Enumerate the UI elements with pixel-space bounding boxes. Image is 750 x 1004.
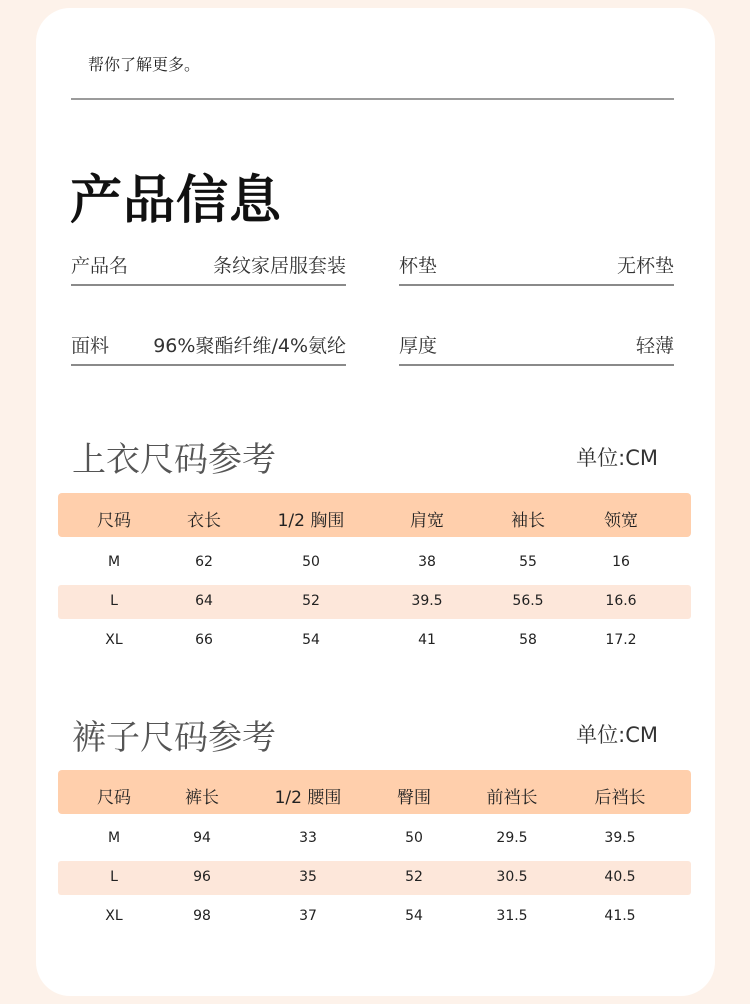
pants-table-cell: 29.5 [496,830,528,846]
top-table-cell: XL [105,632,123,648]
top-table-unit: 单位:CM [576,446,658,470]
pants-table-cell: 33 [299,830,317,846]
pants-header-cell: 裤长 [185,788,219,808]
pants-table-cell: 52 [405,869,423,885]
pants-table-unit: 单位:CM [576,723,658,747]
top-header-cell: 领宽 [604,511,638,531]
top-header-cell: 尺码 [97,511,131,531]
pants-table-cell: 40.5 [604,869,636,885]
top-table-cell: 41 [418,632,436,648]
top-header-cell: 1/2 胸围 [277,511,345,531]
top-header-cell: 袖长 [511,511,545,531]
top-table-cell: 62 [195,554,213,570]
top-header-cell: 衣长 [187,511,221,531]
top-table-cell: 39.5 [411,593,443,609]
top-table-cell: 55 [519,554,537,570]
top-table-cell: 66 [195,632,213,648]
pants-header-cell: 1/2 腰围 [274,788,342,808]
divider [71,98,674,100]
pants-table-cell: 94 [193,830,211,846]
top-table-cell: M [107,554,121,570]
info-label: 产品名 [71,254,129,277]
pants-table-cell: 30.5 [496,869,528,885]
info-field-thickness [399,324,674,366]
info-value: 无杯垫 [616,254,674,277]
pants-table-cell: 31.5 [496,908,528,924]
pants-table-cell: M [107,830,121,846]
pants-table-cell: 35 [299,869,317,885]
intro-text: 帮你了解更多。 [88,55,201,74]
pants-table-cell: 41.5 [604,908,636,924]
top-table-cell: 64 [195,593,213,609]
top-table-header [58,493,691,537]
top-header-cell: 肩宽 [410,511,444,531]
info-label: 杯垫 [399,254,438,277]
pants-table-stripe [58,861,691,895]
info-value: 条纹家居服套装 [212,254,346,277]
top-table-cell: 16 [612,554,630,570]
pants-table-cell: XL [105,908,123,924]
top-table-cell: L [110,593,118,609]
info-label: 面料 [71,334,110,357]
info-field-name [71,244,346,286]
pants-header-cell: 前裆长 [486,788,538,808]
pants-table-cell: 96 [193,869,211,885]
pants-header-cell: 后裆长 [594,788,646,808]
product-info-title: 产品信息 [70,171,283,231]
pants-table-cell: 50 [405,830,423,846]
top-table-cell: 50 [302,554,320,570]
info-value: 96%聚酯纤维/4%氨纶 [153,334,346,357]
pants-table-cell: 39.5 [604,830,636,846]
pants-table-cell: 54 [405,908,423,924]
info-value: 轻薄 [635,334,674,357]
top-table-title: 上衣尺码参考 [72,440,276,480]
top-table-cell: 38 [418,554,436,570]
top-table-stripe [58,585,691,619]
info-label: 厚度 [399,334,438,357]
pants-table-title: 裤子尺码参考 [72,718,276,758]
pants-table-cell: 98 [193,908,211,924]
top-table-cell: 54 [302,632,320,648]
top-table-cell: 56.5 [512,593,544,609]
pants-table-cell: 37 [299,908,317,924]
top-table-cell: 16.6 [605,593,637,609]
pants-header-cell: 尺码 [97,788,131,808]
pants-header-cell: 臀围 [397,788,431,808]
top-table-cell: 58 [519,632,537,648]
top-table-cell: 17.2 [605,632,637,648]
info-field-fabric [71,324,346,366]
top-table-cell: 52 [302,593,320,609]
info-field-cup [399,244,674,286]
pants-table-cell: L [110,869,118,885]
